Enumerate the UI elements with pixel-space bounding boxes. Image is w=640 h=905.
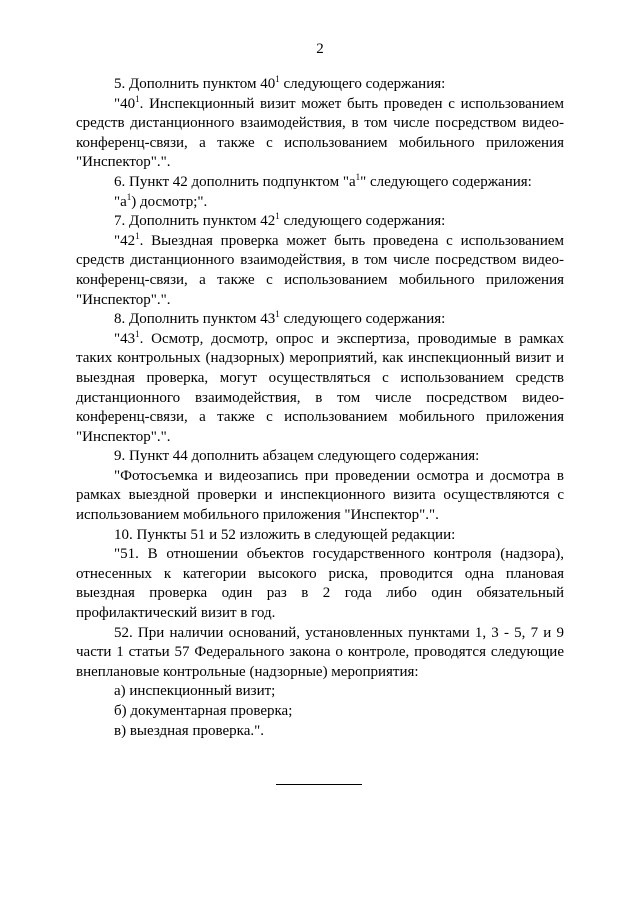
quoted-paragraph-44: "Фотосъемка и видеозапись при проведении осмотра и досмотра в рамках выездной проверки и инспекционного визита осуществляются с использованием мобильного приложения "Инспектор".". xyxy=(76,467,564,524)
amendment-item-6: 6. Пункт 42 дополнить подпунктом "$а^1$" следующего содержания: xyxy=(114,171,532,190)
quoted-clause-52: 52. При наличии оснований, установленных пунктами 1, 3 - 5, 7 и 9 части 1 статьи 57 Федерального закона о контроле, проводятся следующие внеплановые контрольные (надзорные) мероприятия: xyxy=(76,624,564,680)
amendment-item-8: 8. Дополнить пунктом $43^1$ следующего содержания: xyxy=(114,309,446,328)
end-separator-line xyxy=(276,784,362,785)
quoted-subclause-a-1: "$а^1$) досмотр;". xyxy=(114,191,208,210)
quoted-clause-51: "51. В отношении объектов государственного контроля (надзора), отнесенных к категории высокого риска, проводится одна плановая выездная проверка один раз в 2 года либо один обязательный профилактический визит в год. xyxy=(76,546,564,622)
quoted-clause-42-1: "$42^1$. Выездная проверка может быть проведена с использованием средств дистанционного взаимодействия, в том числе посредством видео-конференц-связи, а также с использованием мобильного приложения "Инспектор".". xyxy=(76,230,564,308)
list-item-a: а) инспекционный визит; xyxy=(114,683,276,700)
document-body xyxy=(76,75,564,741)
quoted-clause-43-1: "$43^1$. Осмотр, досмотр, опрос и экспертиза, проводимые в рамках таких контрольных (надзорных) мероприятий, как инспекционный визит и выездная проверка, могут осуществляться с использованием средств дистанционного взаимодействия, в том числе посредством видео-конференц-связи, а также с использованием мобильного приложения "Инспектор".". xyxy=(76,328,564,445)
amendment-item-9: 9. Пункт 44 дополнить абзацем следующего содержания: xyxy=(114,448,480,465)
amendment-item-10: 10. Пункты 51 и 52 изложить в следующей редакции: xyxy=(114,526,456,543)
amendment-item-5: 5. Дополнить пунктом $40^1$ следующего содержания: xyxy=(114,74,446,92)
list-item-c: в) выездная проверка.". xyxy=(114,722,264,739)
quoted-clause-40-1: "$40^1$. Инспекционный визит может быть проведен с использованием средств дистанционного взаимодействия, в том числе посредством видео-конференц-связи, а также с использованием мобильного приложения "Инспектор".". xyxy=(76,93,564,171)
list-item-b: б) документарная проверка; xyxy=(114,703,293,719)
page-number: 2 xyxy=(316,41,324,57)
amendment-item-7: 7. Дополнить пунктом $42^1$ следующего содержания: xyxy=(114,211,446,230)
